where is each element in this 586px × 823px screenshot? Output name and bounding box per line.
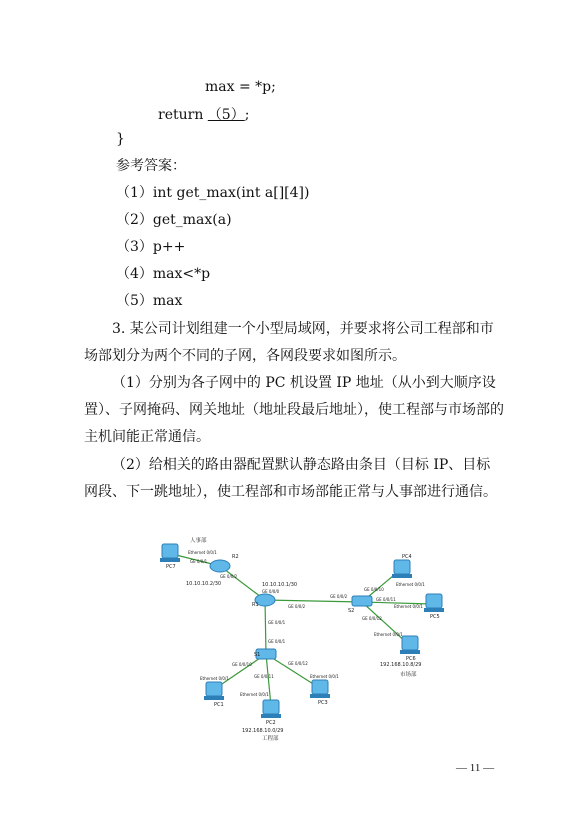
pc3-label: PC3 bbox=[318, 700, 328, 706]
r2-ip-label: 10.10.10.2/30 bbox=[186, 581, 222, 587]
pc5-icon bbox=[424, 594, 444, 612]
router-r2-icon bbox=[210, 560, 230, 572]
pc4-icon bbox=[392, 560, 412, 578]
question3-item2: （2）给相关的路由器配置默认静态路由条目（目标 IP、目标网段、下一跳地址），使工程部和市场部能正常与人事部进行通信。 bbox=[84, 457, 497, 500]
semicolon: ; bbox=[244, 107, 250, 123]
r1-ge000-label: GE 0/0/0 bbox=[262, 589, 280, 594]
r2-label: R2 bbox=[232, 554, 239, 560]
page-number: — 11 — bbox=[456, 762, 495, 774]
switch-s2-icon bbox=[352, 596, 372, 606]
s2-label: S2 bbox=[348, 608, 355, 614]
r2-ge001-label: GE 0/0/1 bbox=[190, 559, 208, 564]
pc7-label: PC7 bbox=[166, 564, 176, 570]
blank-5: （5） bbox=[207, 107, 245, 123]
eth-pc2-label: Ethernet 0/0/1 bbox=[240, 692, 269, 697]
pc2-label: PC2 bbox=[266, 720, 276, 726]
s2-ge0011-label: GE 0/0/11 bbox=[376, 597, 396, 602]
code-line-return bbox=[158, 106, 249, 124]
answer-item: （2）get_max(a) bbox=[116, 212, 232, 228]
eth-pc3-label: Ethernet 0/0/1 bbox=[310, 674, 339, 679]
s2-ge0012-label: GE 0/0/12 bbox=[362, 616, 382, 621]
answers-title: 参考答案： bbox=[116, 158, 186, 174]
eng-dept-label: 工程部 bbox=[262, 736, 279, 742]
eth-r2-label: Ethernet 0/0/1 bbox=[188, 550, 217, 555]
pc7-icon bbox=[160, 544, 180, 562]
eth-pc1-label: Ethernet 0/0/1 bbox=[200, 676, 229, 681]
pc6-label: PC6 bbox=[406, 656, 416, 662]
s2-ge0010-label: GE 0/0/10 bbox=[364, 587, 384, 592]
answer-item: （5）max bbox=[116, 293, 183, 309]
mkt-dept-label: 市场部 bbox=[400, 672, 417, 678]
code-closing-brace: } bbox=[116, 131, 125, 147]
code-line-max: max = *p; bbox=[205, 79, 276, 95]
r1-ge002-label: GE 0/0/2 bbox=[288, 604, 306, 609]
s2-ge002-label: GE 0/0/2 bbox=[330, 594, 348, 599]
eth-pc4-label: Ethernet 0/0/1 bbox=[396, 582, 425, 587]
return-keyword: return bbox=[158, 107, 204, 123]
pc5-label: PC5 bbox=[430, 614, 440, 620]
s1-label: S1 bbox=[254, 652, 261, 658]
pc1-icon bbox=[204, 682, 224, 700]
pc6-icon bbox=[400, 636, 420, 654]
s1-ge0010-label: GE 0/0/10 bbox=[232, 662, 252, 667]
pc1-label: PC1 bbox=[214, 702, 224, 708]
pc3-icon bbox=[310, 680, 330, 698]
pc2-icon bbox=[261, 700, 281, 718]
answer-item: （3）p++ bbox=[116, 239, 186, 255]
r1-ip-label: 10.10.10.1/30 bbox=[262, 582, 298, 588]
question3-intro: 3. 某公司计划组建一个小型局域网，并要求将公司工程部和市场部划分为两个不同的子网，各网段要求如图所示。 bbox=[84, 321, 494, 364]
s1-ge0012-label: GE 0/0/12 bbox=[288, 661, 308, 666]
pc4-label: PC4 bbox=[402, 554, 412, 560]
eng-net-label: 192.168.10.0/29 bbox=[242, 728, 284, 734]
answer-item: （4）max<*p bbox=[116, 266, 211, 282]
network-diagram bbox=[150, 532, 450, 742]
eth-pc5-label: Ethernet 0/0/1 bbox=[394, 604, 423, 609]
r1-ge001-label: GE 0/0/1 bbox=[268, 620, 286, 625]
hr-dept-label: 人事部 bbox=[190, 538, 207, 544]
r2-ge002-label: GE 0/0/2 bbox=[220, 574, 238, 579]
answer-item: （1）int get_max(int a[][4]) bbox=[116, 185, 310, 201]
mkt-net-label: 192.168.10.8/29 bbox=[380, 662, 422, 668]
r1-label: R1 bbox=[252, 602, 259, 608]
s1-ge0011-label: GE 0/0/11 bbox=[254, 674, 274, 679]
question3-item1: （1）分别为各子网中的 PC 机设置 IP 地址（从小到大顺序设置）、子网掩码、网关地址（地址段最后地址），使工程部与市场部的主机间能正常通信。 bbox=[84, 375, 504, 445]
s1-ge001-label: GE 0/0/1 bbox=[268, 639, 286, 644]
eth-pc6-label: Ethernet 0/0/1 bbox=[374, 632, 403, 637]
